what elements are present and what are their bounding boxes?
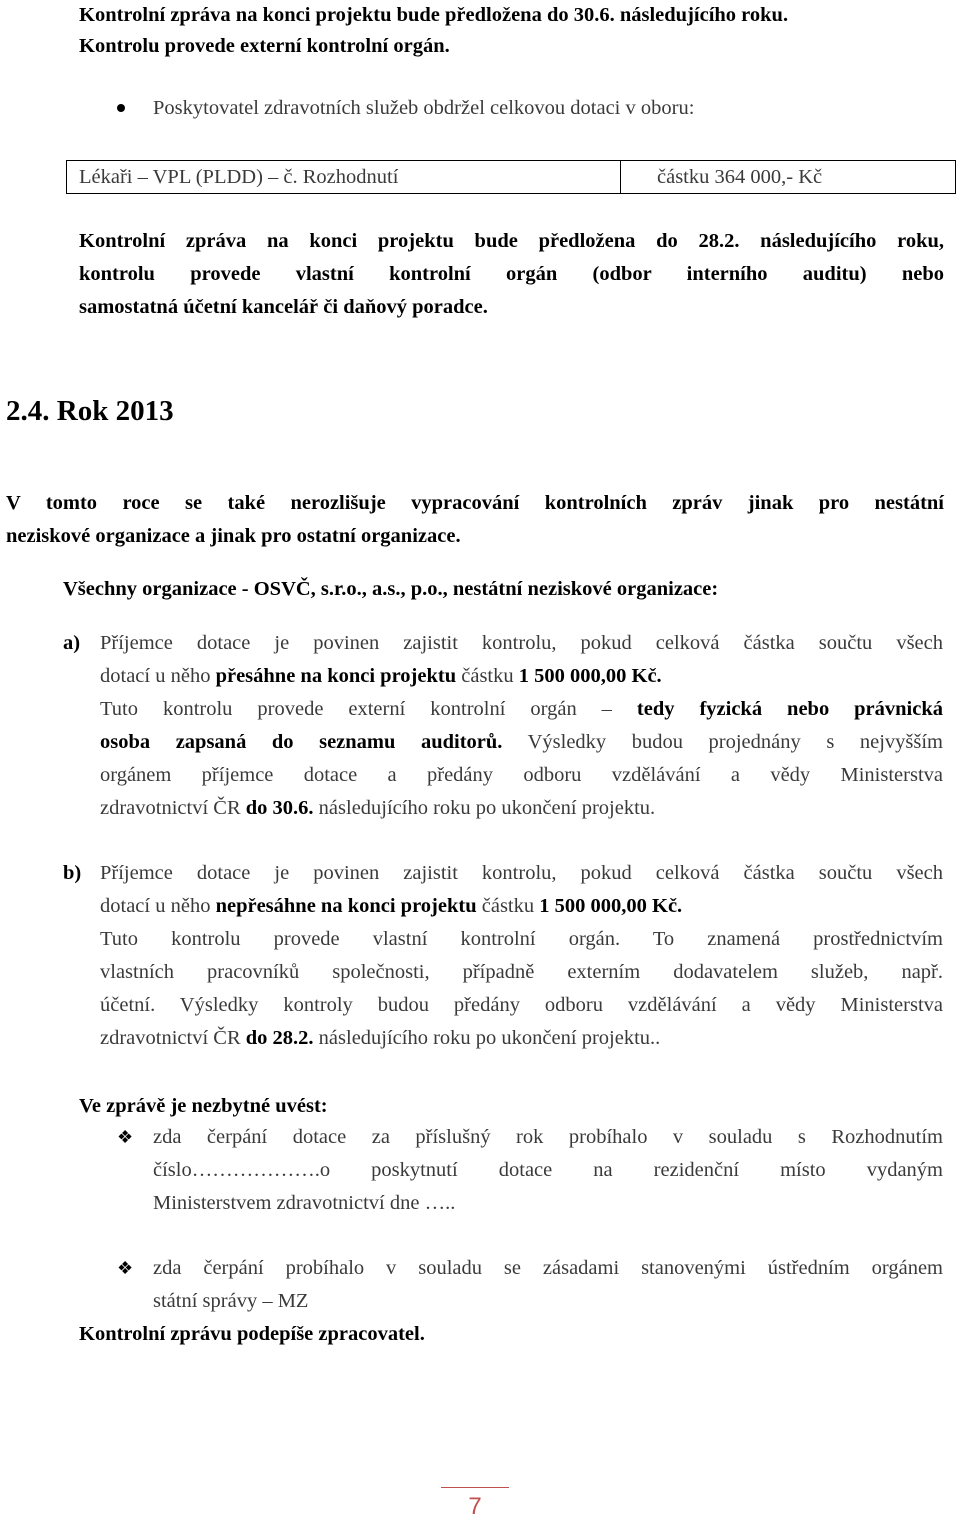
item-a-line-5: orgánem příjemce dotace a předány odboru vzdělávání a vědy Ministerstva <box>100 764 943 786</box>
report-bullet-1-line-1: zda čerpání dotace za příslušný rok probíhalo v souladu s Rozhodnutím <box>153 1126 943 1148</box>
diamond-bullet-icon: ❖ <box>117 1258 134 1278</box>
item-a-marker: a) <box>63 632 81 654</box>
pldd-report-line-3: samostatná účetní kancelář či daňový poradce. <box>79 296 488 318</box>
diamond-bullet-icon: ❖ <box>117 1127 134 1147</box>
bullet-text: Poskytovatel zdravotních služeb obdržel celkovou dotaci v oboru: <box>153 97 695 119</box>
item-a-line-2: dotací u něho přesáhne na konci projektu částku 1 500 000,00 Kč. <box>100 665 662 687</box>
section-intro-line-1: V tomto roce se také nerozlišuje vypracování kontrolních zpráv jinak pro nestátní <box>6 492 944 514</box>
table-cell-decision: Lékaři – VPL (PLDD) – č. Rozhodnutí <box>79 166 399 188</box>
pldd-report-line-2: kontrolu provede vlastní kontrolní orgán (odbor interního auditu) nebo <box>79 263 944 285</box>
section-subheading: Všechny organizace - OSVČ, s.r.o., a.s., p.o., nestátní neziskové organizace: <box>63 578 719 600</box>
section-heading: 2.4. Rok 2013 <box>6 395 174 427</box>
item-b-marker: b) <box>63 862 82 884</box>
item-b-line-5: účetní. Výsledky kontroly budou předány odboru vzdělávání a vědy Ministerstva <box>100 994 943 1016</box>
page-number-rule <box>441 1487 509 1488</box>
amount-table <box>66 160 956 194</box>
item-b-line-3: Tuto kontrolu provede vlastní kontrolní orgán. To znamená prostřednictvím <box>100 928 943 950</box>
item-a-line-1: Příjemce dotace je povinen zajistit kontrolu, pokud celková částka součtu všech <box>100 632 943 654</box>
item-b-line-2: dotací u něho nepřesáhne na konci projektu částku 1 500 000,00 Kč. <box>100 895 683 917</box>
item-b-line-1: Příjemce dotace je povinen zajistit kontrolu, pokud celková částka součtu všech <box>100 862 943 884</box>
table-cell-amount: částku 364 000,- Kč <box>657 166 823 188</box>
item-a-line-3: Tuto kontrolu provede externí kontrolní orgán – tedy fyzická nebo právnická <box>100 698 944 720</box>
report-contents-heading: Ve zprávě je nezbytné uvést: <box>79 1095 328 1117</box>
page-number: 7 <box>468 1493 482 1520</box>
report-bullet-2-line-2: státní správy – MZ <box>153 1290 309 1312</box>
report-bullet-2-line-1: zda čerpání probíhalo v souladu se zásadami stanovenými ústředním orgánem <box>153 1257 943 1279</box>
pldd-report-line-1: Kontrolní zpráva na konci projektu bude předložena do 28.2. následujícího roku, <box>79 230 944 252</box>
bullet-dot-icon <box>117 104 125 112</box>
item-b-line-6: zdravotnictví ČR do 28.2. následujícího roku po ukončení projektu.. <box>100 1027 661 1049</box>
section-intro-line-2: neziskové organizace a jinak pro ostatní organizace. <box>6 525 461 547</box>
item-a-line-4: osoba zapsaná do seznamu auditorů. Výsledky budou projednány s nejvyšším <box>100 731 943 753</box>
report-bullet-1-line-3: Ministerstvem zdravotnictví dne ….. <box>153 1192 456 1214</box>
report-bullet-1-line-2: číslo……………….o poskytnutí dotace na rezidenční místo vydaným <box>153 1159 943 1181</box>
top-line-2: Kontrolu provede externí kontrolní orgán. <box>79 35 450 57</box>
closing-line: Kontrolní zprávu podepíše zpracovatel. <box>79 1323 425 1345</box>
top-line-1: Kontrolní zpráva na konci projektu bude předložena do 30.6. následujícího roku. <box>79 4 789 26</box>
table-divider <box>620 161 621 193</box>
item-b-line-4: vlastních pracovníků společnosti, případně externím dodavatelem služeb, např. <box>100 961 943 983</box>
item-a-line-6: zdravotnictví ČR do 30.6. následujícího roku po ukončení projektu. <box>100 797 656 819</box>
